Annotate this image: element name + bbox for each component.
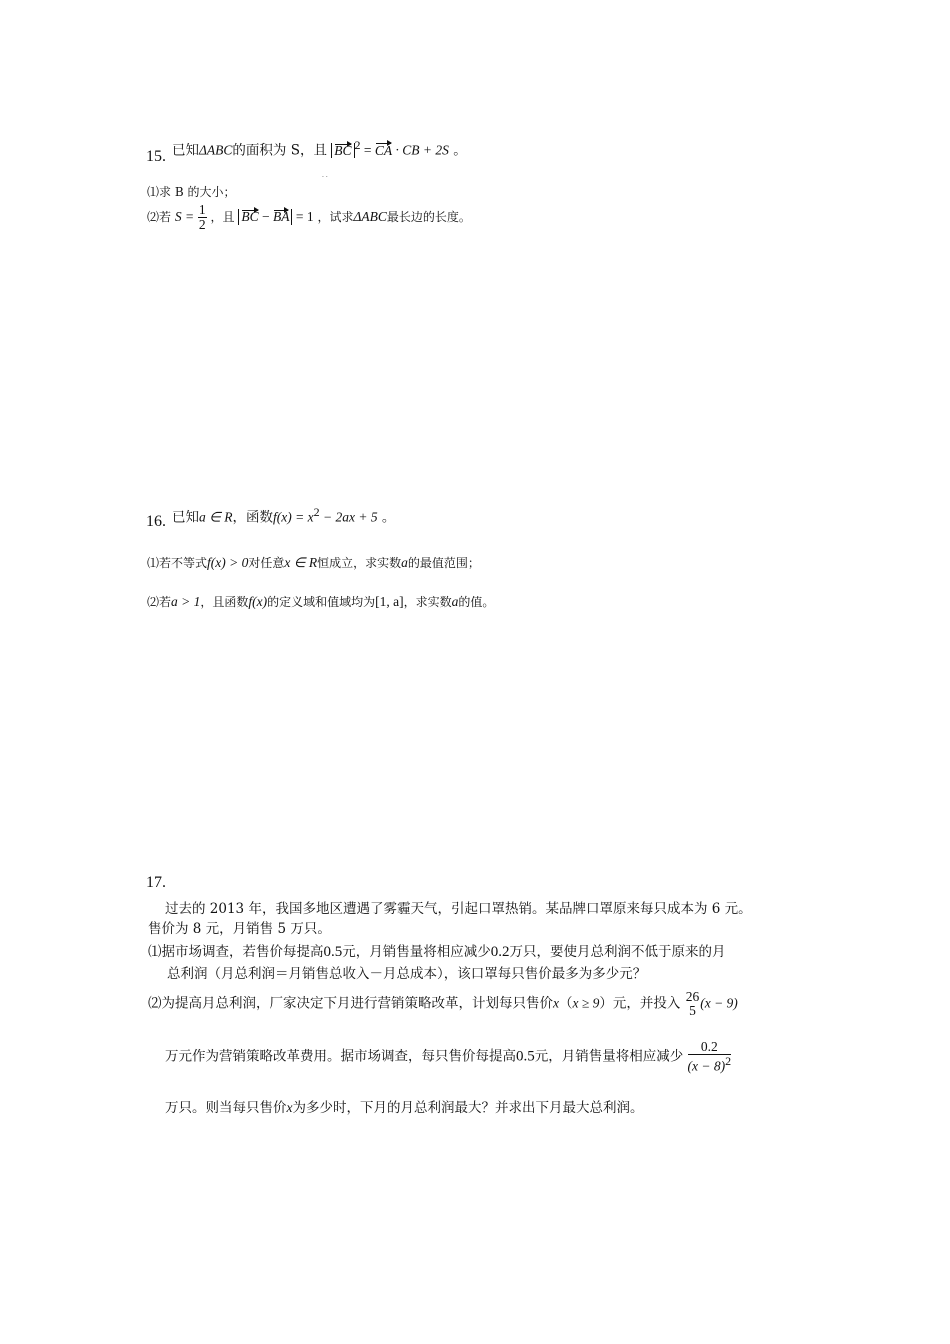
q16-stem-mid: ，函数 bbox=[232, 509, 274, 526]
q16-part2 bbox=[147, 593, 494, 610]
q17-part2-line3 bbox=[165, 1096, 644, 1116]
q17-frac2-pow: 2 bbox=[725, 1054, 732, 1069]
q16-square: 2 bbox=[313, 505, 320, 519]
q17-part1-line1 bbox=[148, 940, 726, 961]
q16-part1-mid2: 恒成立，求实数 bbox=[317, 556, 402, 570]
q16-end: 。 bbox=[381, 509, 396, 526]
q16-x-in-r: x ∈ R bbox=[284, 555, 318, 570]
q15-vector-bc: BC bbox=[334, 142, 352, 158]
q15-part2-pre: ⑵若 bbox=[147, 210, 172, 225]
q15-fraction-half bbox=[198, 203, 207, 232]
q15-equals: = bbox=[360, 142, 375, 158]
q17-frac2-den: (x − 8) bbox=[687, 1058, 726, 1074]
q15-number: 15. bbox=[146, 148, 166, 165]
q15-half-den: 2 bbox=[198, 217, 206, 233]
q15-abs-diff bbox=[238, 209, 292, 225]
q15-stem-pre: 已知 bbox=[172, 142, 199, 159]
q17-p2-cond-close: ）元，并投入 bbox=[599, 995, 681, 1012]
q15-part2-end: 最长边的长度。 bbox=[386, 210, 471, 225]
q17-p1-v1: 0.5 bbox=[323, 944, 343, 960]
q17-p2-cond: x ≥ 9 bbox=[572, 995, 600, 1011]
q17-p1-b: 元，月销售量将相应减少 bbox=[342, 944, 491, 960]
decorative-dots: . . bbox=[322, 172, 328, 179]
q16-stem-pre: 已知 bbox=[172, 509, 199, 526]
q15-triangle: ΔABC bbox=[199, 142, 233, 158]
q16-function: f(x) = x bbox=[273, 509, 314, 525]
q17-fraction-26-5 bbox=[685, 990, 701, 1018]
q17-p2-cond-open: （ bbox=[559, 995, 573, 1012]
q16-function-tail: − 2ax + 5 bbox=[319, 509, 378, 525]
q16-part1 bbox=[147, 554, 480, 571]
q17-p2-v1: 0.5 bbox=[516, 1048, 535, 1065]
q16-part1-end: 的最值范围； bbox=[407, 556, 480, 570]
q16-a: a bbox=[401, 555, 408, 570]
q17-p2-line2-b: 元，月销售量将相应减少 bbox=[534, 1048, 684, 1065]
q17-p2-line2-a: 万元作为营销策略改革费用。据市场调查，每只售价每提高 bbox=[165, 1048, 516, 1065]
q17-part2-line2 bbox=[165, 1040, 731, 1074]
q17-part2-line1 bbox=[148, 990, 738, 1018]
q16-a-gt-1: a > 1 bbox=[171, 594, 201, 609]
q15-abs-bc bbox=[331, 143, 354, 159]
q16-number: 16. bbox=[146, 513, 166, 530]
q17-frac2-num: 0.2 bbox=[688, 1040, 732, 1055]
q17-p2-line3-x: x bbox=[286, 1100, 293, 1115]
q16-fx: f(x) bbox=[248, 594, 268, 609]
q15-part2 bbox=[147, 203, 471, 232]
q17-frac2-den-wrap bbox=[688, 1055, 732, 1074]
q15-part2-mid: ，且 bbox=[210, 210, 235, 225]
q15-vector-bc2: BC bbox=[241, 209, 259, 225]
q15-end: 。 bbox=[453, 142, 467, 159]
q17-fraction-0-2 bbox=[688, 1040, 732, 1074]
q17-part1-line2: 总利润（月总利润＝月销售总收入－月总成本），该口罩每只售价最多为多少元？ bbox=[167, 966, 647, 982]
q17-p2-line3-a: 万只。则当每只售价 bbox=[165, 1100, 287, 1116]
q17-line1: 过去的 2013 年，我国多地区遭遇了雾霾天气，引起口罩热销。某品牌口罩原来每只成本为 6 元。 bbox=[165, 901, 752, 917]
q15-stem-mid: 的面积为 S，且 bbox=[232, 142, 327, 159]
q17-number: 17. bbox=[146, 874, 166, 891]
q17-frac1-den: 5 bbox=[689, 1003, 696, 1019]
q17-p2-line3-b: 为多少时，下月的月总利润最大？并求出下月最大总利润。 bbox=[292, 1100, 644, 1116]
q15-eq-one: = 1 bbox=[292, 209, 314, 225]
q15-part1: ⑴求 B 的大小； bbox=[147, 185, 236, 199]
q16-a-in-r: a ∈ R bbox=[199, 509, 233, 525]
q16-inequality: f(x) > 0 bbox=[207, 555, 249, 570]
q16-part2-mid3: ，求实数 bbox=[403, 595, 452, 609]
q16-part1-pre: ⑴若不等式 bbox=[147, 556, 208, 570]
q16-part2-pre: ⑵若 bbox=[147, 595, 172, 609]
q17-line2: 售价为 8 元，月销售 5 万只。 bbox=[148, 921, 331, 937]
q16-part2-mid: ，且函数 bbox=[200, 595, 249, 609]
q15-part2-post: ，试求 bbox=[317, 210, 354, 225]
q17-p1-v2: 0.2 bbox=[490, 944, 510, 960]
q17-p2-x: x bbox=[553, 995, 559, 1011]
q16-part2-end: 的值。 bbox=[458, 595, 495, 609]
q15-part2-triangle: ΔABC bbox=[353, 209, 387, 225]
q15-stem bbox=[172, 138, 467, 159]
q17-frac1-num: 26 bbox=[685, 989, 700, 1004]
q15-vector-ba: BA bbox=[272, 209, 290, 225]
q17-p2-a: ⑵为提高月总利润，厂家决定下月进行营销策略改革，计划每只售价 bbox=[148, 995, 553, 1012]
q15-power: 2 bbox=[354, 138, 361, 152]
q17-p2-factor: (x − 9) bbox=[700, 995, 738, 1011]
q15-half-num: 1 bbox=[198, 202, 206, 217]
q16-a2: a bbox=[451, 594, 459, 609]
q17-p1-a: ⑴据市场调查，若售价每提高 bbox=[148, 944, 324, 960]
q15-s-eq: S = bbox=[174, 209, 195, 225]
q15-minus: − bbox=[258, 209, 273, 225]
q17-p1-c: 万只，要使月总利润不低于原来的月 bbox=[509, 944, 726, 960]
q16-part1-mid: 对任意 bbox=[248, 556, 285, 570]
q15-dot-cb: · CB + 2S bbox=[392, 142, 449, 158]
q15-vector-ca: CA bbox=[374, 142, 393, 158]
q16-stem bbox=[172, 505, 395, 526]
q16-part2-mid2: 的定义域和值域均为 bbox=[267, 595, 376, 609]
q16-interval: [1, a] bbox=[375, 594, 404, 609]
